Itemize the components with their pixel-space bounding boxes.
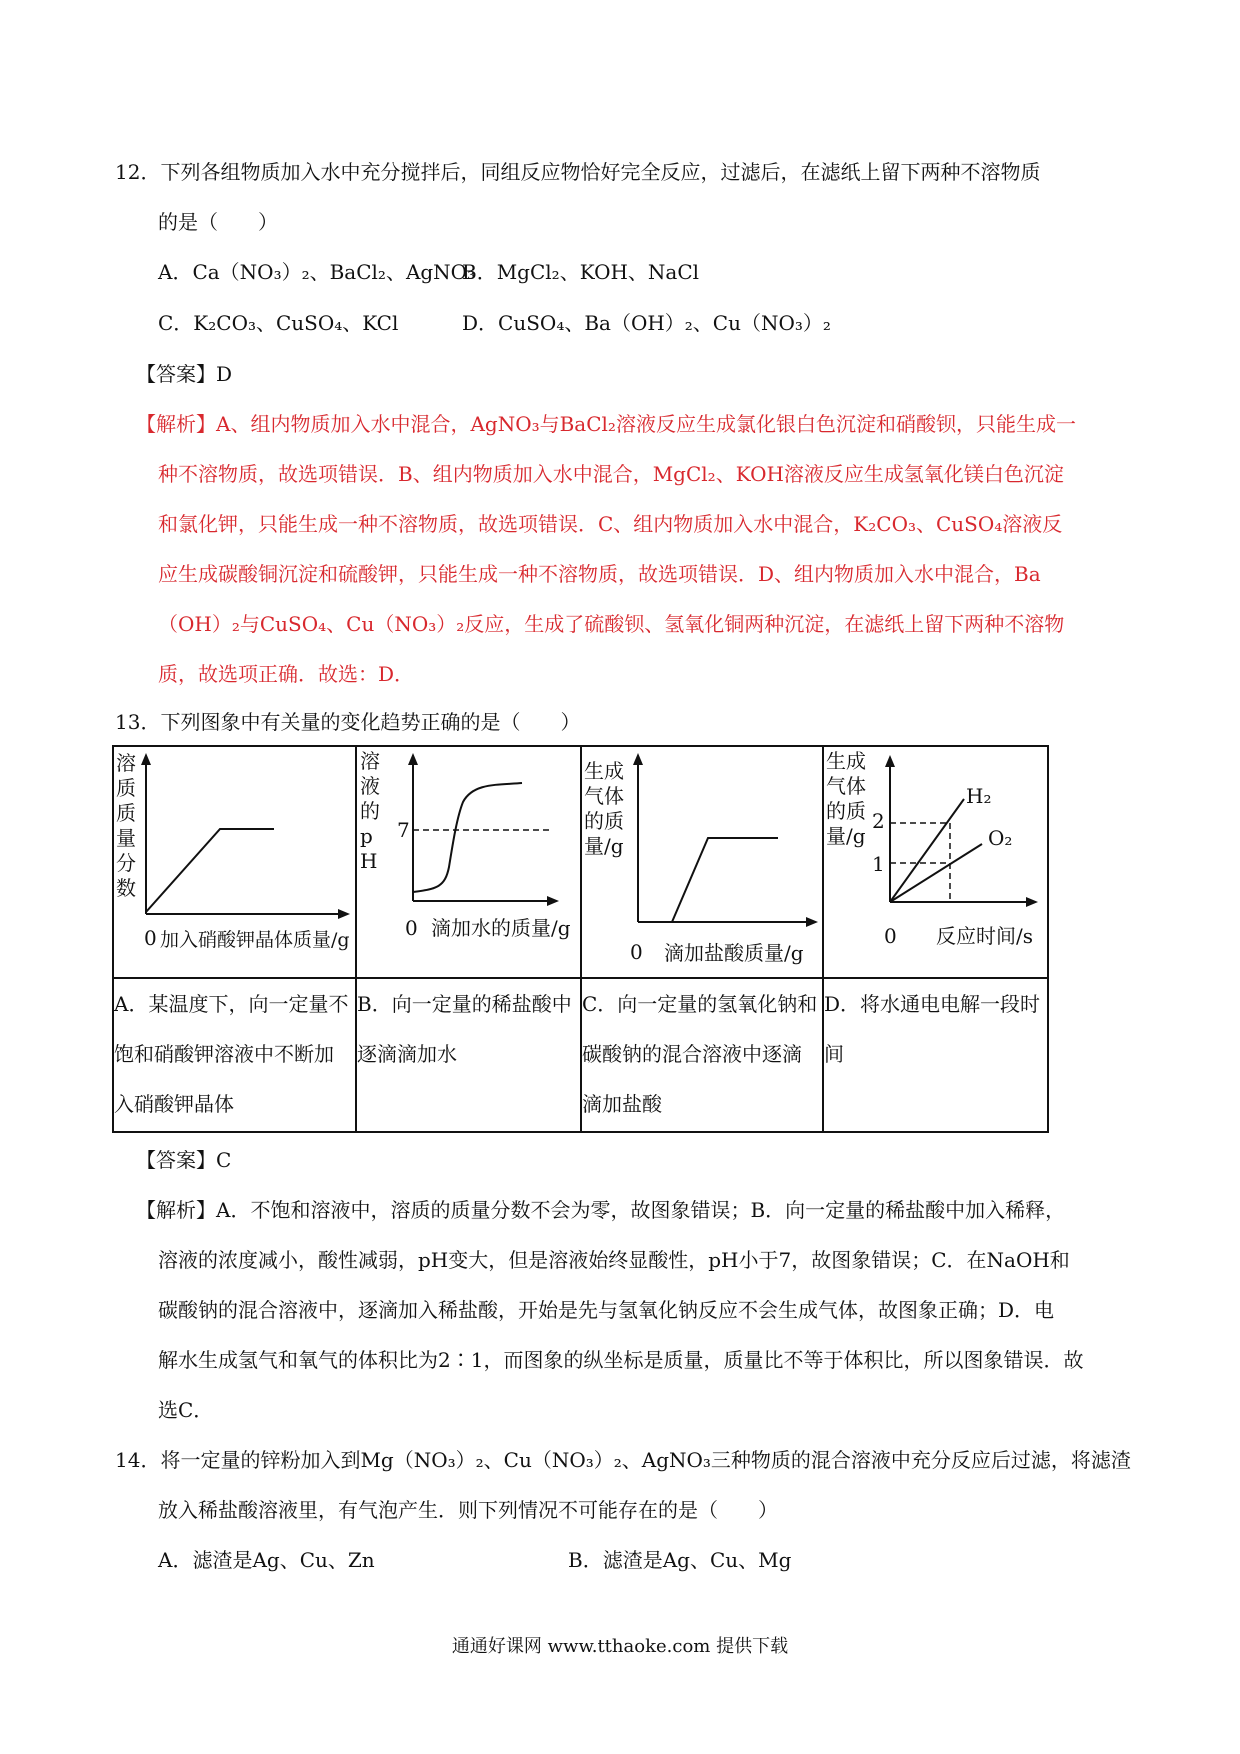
graph-d <box>824 747 1047 977</box>
q13-analysis-line-1: 【解析】A．不饱和溶液中，溶质的质量分数不会为零，故图象错误；B．向一定量的稀盐酸中加入稀释， <box>136 1198 1066 1222</box>
q13-analysis-line-5: 选C． <box>158 1398 214 1422</box>
page-footer: 通通好课网 www.tthaoke.com 提供下载 <box>451 1636 789 1657</box>
graph-b-xlabel: 滴加水的质量/g <box>431 916 571 940</box>
q14-option-a: A．滤渣是Ag、Cu、Zn <box>158 1548 375 1572</box>
graph-b-plot <box>357 747 580 977</box>
q13-answer: 【答案】C <box>136 1148 232 1172</box>
q12-stem-line2: 的是（ ） <box>158 210 278 234</box>
graph-d-y-arrow <box>885 755 895 767</box>
graph-d-x-arrow <box>1026 897 1038 907</box>
graph-c-xlabel: 滴加盐酸质量/g <box>664 941 804 965</box>
graph-a-x-arrow <box>338 909 350 919</box>
graph-d-h2-label: H₂ <box>966 784 992 808</box>
graph-d-o2-line <box>890 844 982 902</box>
q13-graph-table <box>112 745 1049 1133</box>
graph-a-ylabel: 溶质质量分数 <box>116 751 136 900</box>
graph-d-origin: 0 <box>884 924 897 948</box>
q13-stem: 13．下列图象中有关量的变化趋势正确的是（ ） <box>115 710 581 734</box>
graph-b-ylabel: 溶液的pH <box>360 749 380 873</box>
q12-analysis-line-3: 和氯化钾，只能生成一种不溶物质，故选项错误．C、组内物质加入水中混合，K₂CO₃、CuSO₄溶液反 <box>158 512 1063 536</box>
graph-c-curve <box>672 838 778 922</box>
graph-d-desc: D．将水通电电解一段时 间 <box>823 978 1048 1132</box>
q14-option-b: B．滤渣是Ag、Cu、Mg <box>568 1548 792 1572</box>
graph-a-cell <box>113 746 356 978</box>
graph-b <box>357 747 580 977</box>
graph-c <box>582 747 822 977</box>
graph-b-cell <box>356 746 581 978</box>
graph-b-desc: B．向一定量的稀盐酸中 逐滴滴加水 <box>356 978 581 1132</box>
q12-answer: 【答案】D <box>136 362 233 386</box>
graph-c-y-arrow <box>633 753 643 765</box>
q12-option-c: C．K₂CO₃、CuSO₄、KCl <box>158 311 399 335</box>
graph-a-desc: A．某温度下，向一定量不 饱和硝酸钾溶液中不断加 入硝酸钾晶体 <box>113 978 356 1132</box>
graph-a <box>114 747 355 977</box>
graph-d-tick-2: 2 <box>872 809 885 833</box>
q13-analysis-line-2: 溶液的浓度减小，酸性减弱，pH变大，但是溶液始终显酸性，pH小于7，故图象错误；C．在NaOH和 <box>158 1248 1070 1272</box>
graph-d-o2-label: O₂ <box>988 826 1013 850</box>
graph-d-h2-line <box>890 799 964 902</box>
graph-b-tick-7: 7 <box>397 818 410 842</box>
q13-analysis-line-4: 解水生成氢气和氧气的体积比为2∶1，而图象的纵坐标是质量，质量比不等于体积比，所以图象错误．故 <box>158 1348 1084 1372</box>
q12-analysis-line-6: 质，故选项正确．故选：D． <box>158 662 415 686</box>
graph-a-xlabel: 加入硝酸钾晶体质量/g <box>160 929 350 951</box>
graph-a-curve <box>146 829 274 912</box>
graph-c-ylabel: 生成气体的质量/g <box>584 759 624 858</box>
graph-a-origin: 0 <box>144 926 157 950</box>
q12-option-b: B．MgCl₂、KOH、NaCl <box>462 260 700 284</box>
graph-c-desc: C．向一定量的氢氧化钠和 碳酸钠的混合溶液中逐滴 滴加盐酸 <box>581 978 823 1132</box>
graph-b-y-arrow <box>408 753 418 765</box>
q12-analysis-line-2: 种不溶物质，故选项错误．B、组内物质加入水中混合，MgCl₂、KOH溶液反应生成氢氧化镁白色沉淀 <box>158 462 1064 486</box>
q13-analysis-line-3: 碳酸钠的混合溶液中，逐滴加入稀盐酸，开始是先与氢氧化钠反应不会生成气体，故图象正确；D．电 <box>158 1298 1055 1322</box>
graph-d-ylabel: 生成气体的质量/g <box>826 749 866 848</box>
graph-c-origin: 0 <box>630 940 643 964</box>
graph-c-x-arrow <box>806 917 818 927</box>
q14-stem-line2: 放入稀盐酸溶液里，有气泡产生．则下列情况不可能存在的是（ ） <box>158 1498 778 1522</box>
graph-b-origin: 0 <box>405 916 418 940</box>
graph-b-x-arrow <box>547 896 559 906</box>
q12-option-a: A．Ca（NO₃）₂、BaCl₂、AgNO₃ <box>158 260 476 284</box>
q12-stem-line1: 12．下列各组物质加入水中充分搅拌后，同组反应物恰好完全反应，过滤后，在滤纸上留下两种不溶物质 <box>115 160 1041 184</box>
graph-d-cell <box>823 746 1048 978</box>
q12-analysis-line-4: 应生成碳酸铜沉淀和硫酸钾，只能生成一种不溶物质，故选项错误．D、组内物质加入水中混合，Ba <box>158 562 1041 586</box>
graph-d-xlabel: 反应时间/s <box>936 924 1034 948</box>
graph-b-curve <box>413 783 522 892</box>
graph-a-y-arrow <box>141 753 151 765</box>
q12-option-d: D．CuSO₄、Ba（OH）₂、Cu（NO₃）₂ <box>462 311 831 335</box>
q12-analysis-line-5: （OH）₂与CuSO₄、Cu（NO₃）₂反应，生成了硫酸钡、氢氧化铜两种沉淀，在滤纸上留下两种不溶物 <box>158 612 1065 636</box>
q12-analysis-line-1: 【解析】A、组内物质加入水中混合，AgNO₃与BaCl₂溶液反应生成氯化银白色沉淀和硝酸钡，只能生成一 <box>136 412 1076 436</box>
graph-d-tick-1: 1 <box>872 852 885 876</box>
q14-stem-line1: 14．将一定量的锌粉加入到Mg（NO₃）₂、Cu（NO₃）₂、AgNO₃三种物质的混合溶液中充分反应后过滤，将滤渣 <box>115 1448 1131 1472</box>
graph-c-cell <box>581 746 823 978</box>
